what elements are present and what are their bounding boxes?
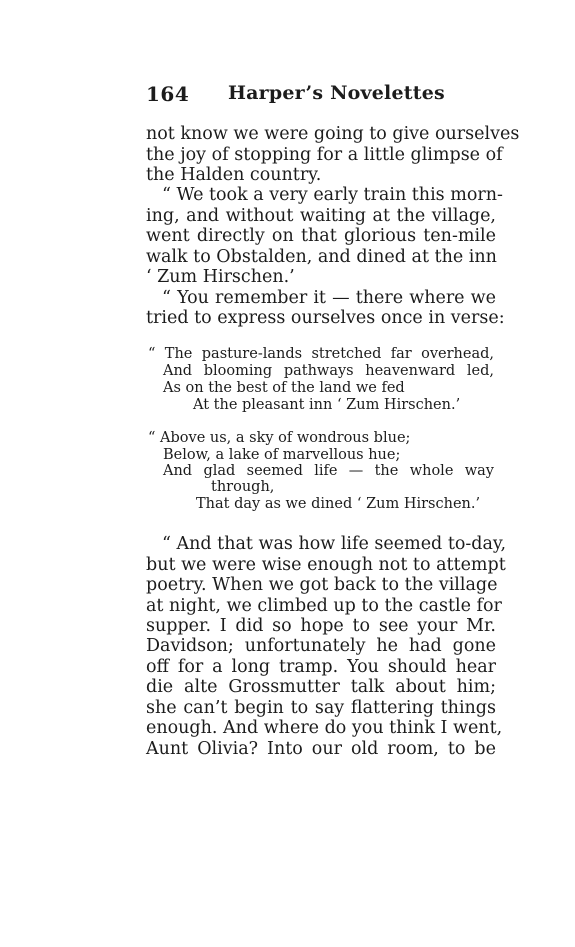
text-line: ing, and without waiting at the village, — [146, 206, 496, 226]
running-title: Harper’s Novelettes — [228, 82, 445, 104]
text-line: “ We took a very early train this morn- — [162, 185, 503, 205]
text-line: off for a long tramp. You should hear — [146, 657, 496, 677]
text-line: enough. And where do you think I went, — [146, 718, 503, 738]
text-line: supper. I did so hope to see your Mr. — [146, 616, 496, 636]
text-line: “ And that was how life seemed to-day, — [162, 534, 507, 554]
page-number: 164 — [146, 82, 190, 106]
text-line: ‘ Zum Hirschen.’ — [146, 267, 295, 287]
verse-line: That day as we dined ‘ Zum Hirschen.’ — [196, 496, 481, 512]
verse-line: “ Above us, a sky of wondrous blue; — [148, 430, 411, 446]
verse-line: through, — [211, 479, 275, 495]
verse-line: And glad seemed life — the whole way — [163, 463, 494, 479]
text-line: not know we were going to give ourselves — [146, 124, 520, 144]
text-line: die alte Grossmutter talk about him; — [146, 677, 496, 697]
text-line: the joy of stopping for a little glimpse of — [146, 145, 503, 165]
verse-line: As on the best of the land we fed — [163, 380, 405, 396]
text-line: Davidson; unfortunately he had gone — [146, 636, 496, 656]
verse-line: Below, a lake of marvellous hue; — [163, 447, 401, 463]
running-header — [146, 82, 496, 112]
text-line: Aunt Olivia? Into our old room, to be — [146, 739, 496, 759]
text-line: but we were wise enough not to attempt — [146, 555, 506, 575]
text-line: went directly on that glorious ten-mile — [146, 226, 496, 246]
text-line: walk to Obstalden, and dined at the inn — [146, 247, 497, 267]
text-line: the Halden country. — [146, 165, 322, 185]
text-line: poetry. When we got back to the village — [146, 575, 498, 595]
text-line: tried to express ourselves once in verse: — [146, 308, 505, 328]
verse-line: “ The pasture-lands stretched far overhead, — [148, 346, 494, 362]
text-line: at night, we climbed up to the castle for — [146, 596, 502, 616]
verse-line: And blooming pathways heavenward led, — [163, 363, 494, 379]
verse-line: At the pleasant inn ‘ Zum Hirschen.’ — [193, 397, 461, 413]
text-line: “ You remember it — there where we — [162, 288, 496, 308]
text-line: she can’t begin to say flattering things — [146, 698, 496, 718]
